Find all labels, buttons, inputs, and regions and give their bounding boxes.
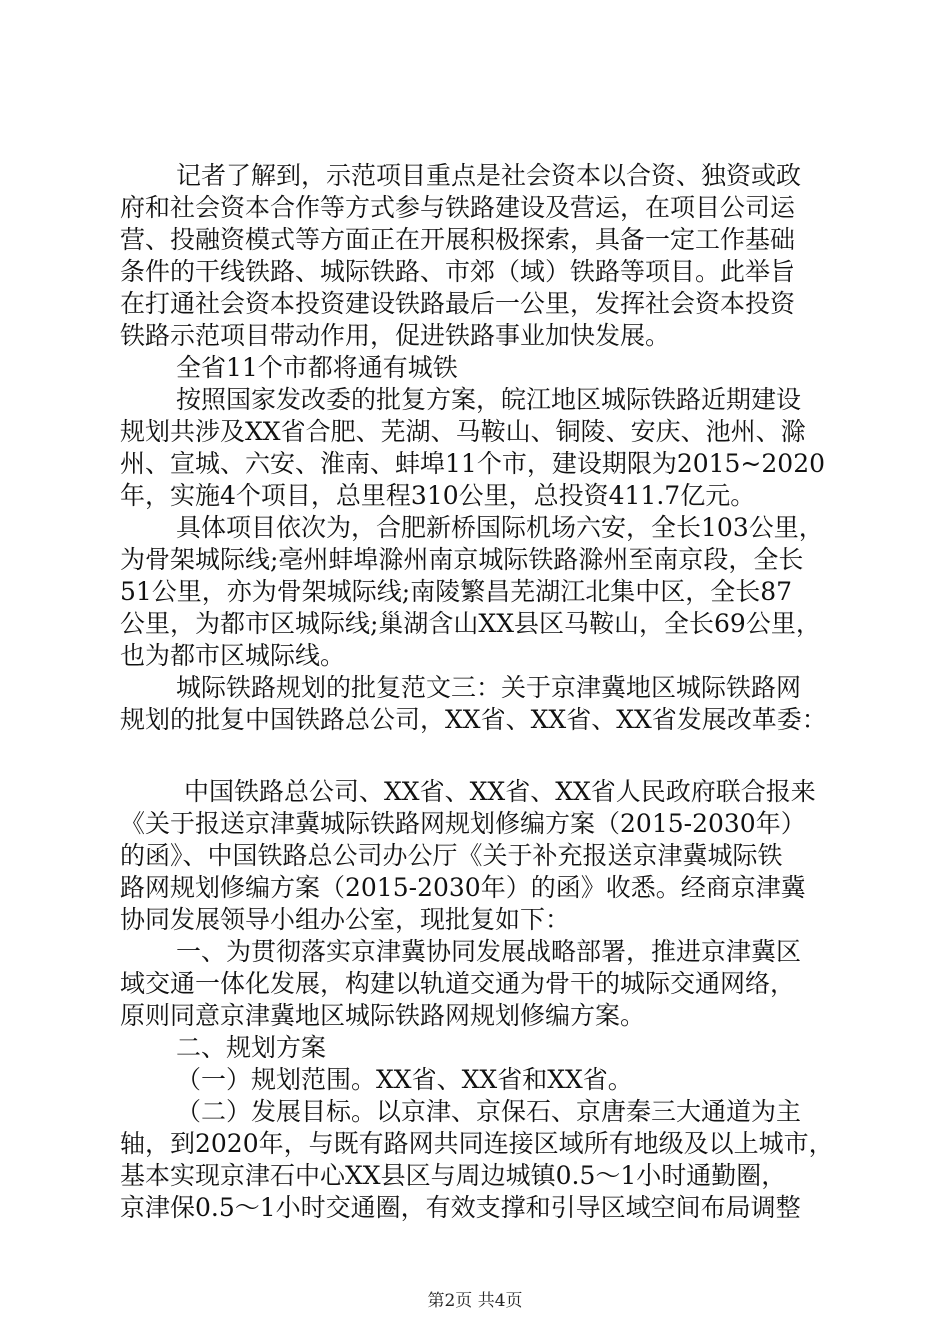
paragraph-line: 轴，到2020年，与既有路网共同连接区域所有地级及以上城市， — [120, 1129, 834, 1158]
paragraph-line: 府和社会资本合作等方式参与铁路建设及营运，在项目公司运 — [120, 193, 796, 222]
paragraph-line: 51公里，亦为骨架城际线;南陵繁昌芜湖江北集中区，全长87 — [120, 577, 793, 606]
paragraph-line: （一）规划范围。XX省、XX省和XX省。 — [176, 1065, 633, 1094]
paragraph-line: （二）发展目标。以京津、京保石、京唐秦三大通道为主 — [176, 1097, 802, 1126]
paragraph-line: 《关于报送京津冀城际铁路网规划修编方案（2015-2030年） — [120, 809, 806, 838]
paragraph-line: 记者了解到，示范项目重点是社会资本以合资、独资或政 — [176, 161, 802, 190]
paragraph-line: 路网规划修编方案（2015-2030年）的函》收悉。经商京津冀 — [120, 873, 806, 902]
paragraph-line: 按照国家发改委的批复方案，皖江地区城际铁路近期建设 — [176, 385, 802, 414]
paragraph-line: 条件的干线铁路、城际铁路、市郊（域）铁路等项目。此举旨 — [120, 257, 796, 286]
paragraph-line: 在打通社会资本投资建设铁路最后一公里，发挥社会资本投资 — [120, 289, 796, 318]
paragraph-line: 为骨架城际线;亳州蚌埠滁州南京城际铁路滁州至南京段，全长 — [120, 545, 804, 574]
section-heading: 全省11个市都将通有城铁 — [176, 353, 458, 382]
document-body — [120, 160, 840, 1224]
paragraph-line: 营、投融资模式等方面正在开展积极探索，具备一定工作基础 — [120, 225, 796, 254]
paragraph-line: 具体项目依次为，合肥新桥国际机场六安，全长103公里， — [176, 513, 824, 542]
paragraph-line: 一、为贯彻落实京津冀协同发展战略部署，推进京津冀区 — [176, 937, 802, 966]
paragraph-line: 协同发展领导小组办公室，现批复如下： — [120, 905, 571, 934]
paragraph-line: 规划共涉及XX省合肥、芜湖、马鞍山、铜陵、安庆、池州、滁 — [120, 417, 806, 446]
paragraph-line: 的函》、中国铁路总公司办公厅《关于补充报送京津冀城际铁 — [120, 841, 783, 870]
page-footer — [0, 1290, 950, 1312]
paragraph-line: 公里，为都市区城际线;巢湖含山XX县区马鞍山，全长69公里， — [120, 609, 821, 638]
paragraph-line: 年，实施4个项目，总里程310公里，总投资411.7亿元。 — [120, 481, 756, 510]
paragraph-line: 铁路示范项目带动作用，促进铁路事业加快发展。 — [120, 321, 671, 350]
paragraph-line: 中国铁路总公司、XX省、XX省、XX省人民政府联合报来 — [184, 777, 816, 806]
paragraph-line: 城际铁路规划的批复范文三：关于京津冀地区城际铁路网 — [176, 673, 802, 702]
paragraph-line: 规划的批复中国铁路总公司，XX省、XX省、XX省发展改革委： — [120, 705, 827, 734]
paragraph-line: 域交通一体化发展，构建以轨道交通为骨干的城际交通网络， — [120, 969, 796, 998]
paragraph-line: 京津保0.5～1小时交通圈，有效支撑和引导区域空间布局调整 — [120, 1193, 801, 1222]
blank-line — [120, 736, 840, 776]
page-number-label: 第2页 共4页 — [427, 1291, 523, 1311]
paragraph-line: 州、宣城、六安、淮南、蚌埠11个市，建设期限为2015~2020 — [120, 449, 826, 478]
paragraph-line: 基本实现京津石中心XX县区与周边城镇0.5～1小时通勤圈， — [120, 1161, 787, 1190]
paragraph-line: 也为都市区城际线。 — [120, 641, 346, 670]
section-heading: 二、规划方案 — [176, 1033, 327, 1062]
paragraph-line: 原则同意京津冀地区城际铁路网规划修编方案。 — [120, 1001, 646, 1030]
